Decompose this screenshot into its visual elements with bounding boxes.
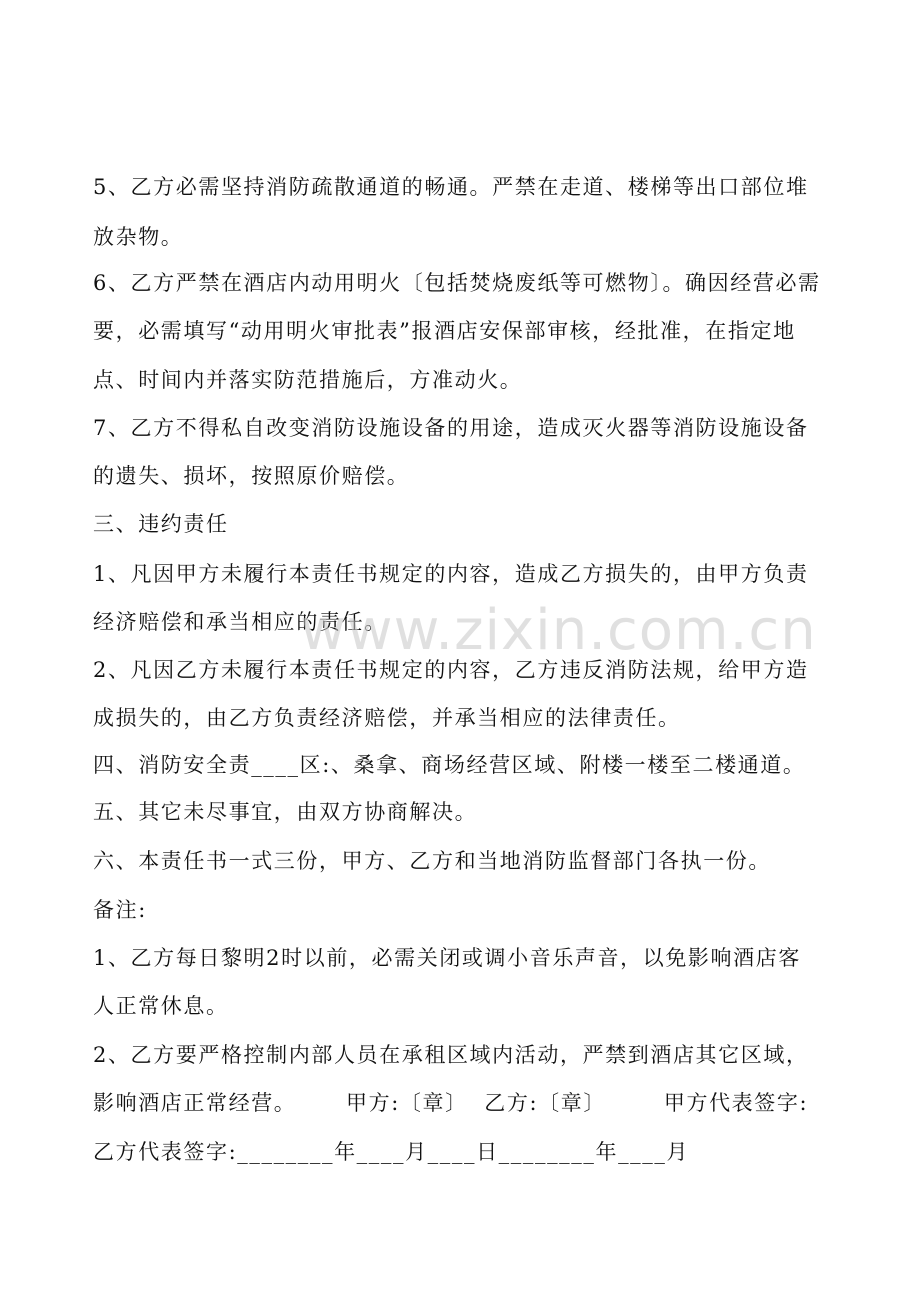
- text-line: 放杂物。: [93, 225, 184, 249]
- text-line: 经济赔偿和承当相应的责任。: [93, 610, 387, 634]
- text-line: 要，必需填写“动用明火审批表”报酒店安保部审核，经批准，在指定地: [93, 319, 796, 343]
- section-heading: 备注:: [93, 898, 147, 922]
- text-line: 点、时间内并落实防范措施后，方准动火。: [93, 368, 523, 392]
- watermark: www.zixin.com.cn: [300, 598, 817, 663]
- text-line: 的遗失、损坏，按照原价赔偿。: [93, 464, 410, 488]
- text-line: 人正常休息。: [93, 994, 229, 1018]
- text-line: 7、乙方不得私自改变消防设施设备的用途，造成灭火器等消防设施设备: [93, 416, 809, 440]
- text-line: 2、乙方要严格控制内部人员在承租区域内活动，严禁到酒店其它区域，: [93, 1043, 809, 1067]
- text-line: 6、乙方严禁在酒店内动用明火〔包括焚烧废纸等可燃物〕。确因经营必需: [93, 271, 821, 295]
- text-line: 5、乙方必需坚持消防疏散通道的畅通。严禁在走道、楼梯等出口部位堆: [93, 175, 809, 199]
- text-line: 五、其它未尽事宜，由双方协商解决。: [93, 800, 478, 824]
- text-line: 1、乙方每日黎明2时以前，必需关闭或调小音乐声音，以免影响酒店客: [93, 946, 801, 970]
- text-line: 成损失的，由乙方负责经济赔偿，并承当相应的法律责任。: [93, 706, 681, 730]
- text-line: 六、本责任书一式三份，甲方、乙方和当地消防监督部门各执一份。: [93, 849, 771, 873]
- signature-line: 乙方代表签字:________年____月____日________年____月: [93, 1140, 690, 1164]
- section-heading: 三、违约责任: [93, 512, 229, 536]
- text-line: 四、消防安全责____区:、桑拿、商场经营区域、附楼一楼至二楼通道。: [93, 753, 806, 777]
- text-line: 1、凡因甲方未履行本责任书规定的内容，造成乙方损失的，由甲方负责: [93, 562, 809, 586]
- text-line: 影响酒店正常经营。 甲方:〔章〕 乙方:〔章〕 甲方代表签字:: [93, 1091, 809, 1115]
- text-line: 2、凡因乙方未履行本责任书规定的内容，乙方违反消防法规，给甲方造: [93, 658, 809, 682]
